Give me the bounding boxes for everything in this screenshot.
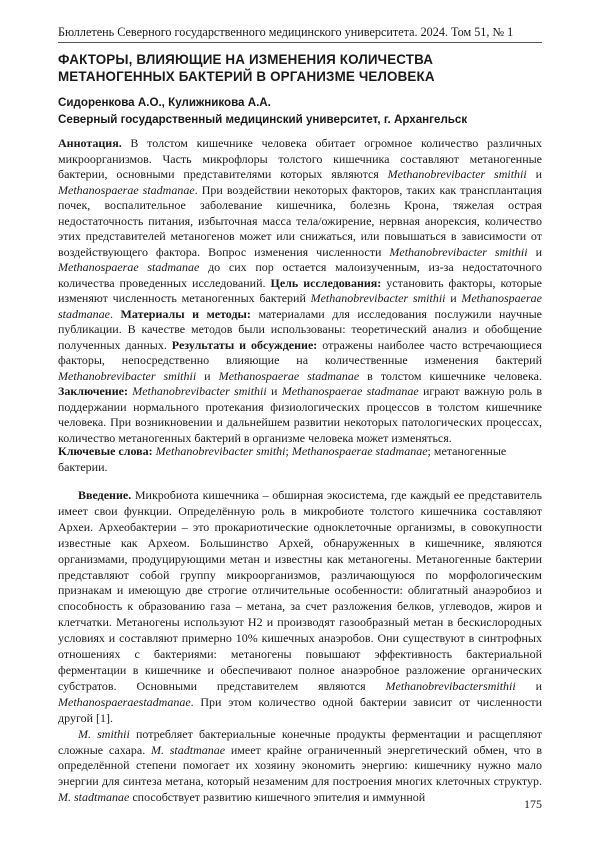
species-name: Methanobrevibacter smithii [310, 291, 446, 305]
abstract [58, 136, 542, 446]
conclusion-label: Заключение: [58, 384, 128, 398]
results-label: Результаты и обсуждение: [171, 337, 318, 352]
abstract-text: до сих пор остается малоизученным, из-за недостаточного количества проведенных исследований. [58, 260, 542, 290]
species-name: M. smithii [78, 726, 130, 741]
species-name: Methanospaerae stadmanae [218, 368, 360, 383]
abstract-text: и [445, 291, 462, 305]
body-text: способствует развитию кишечного эпителия и иммунной [129, 790, 426, 805]
species-name: M. stadtmanae [58, 790, 130, 805]
intro-paragraph [58, 488, 542, 727]
abstract-text: установить факторы, которые изменяют численность метаногенных бактерий [58, 275, 543, 305]
intro-label: Введение. [78, 488, 132, 502]
article-title: ФАКТОРЫ, ВЛИЯЮЩИЕ НА ИЗМЕНЕНИЯ КОЛИЧЕСТВА МЕТАНОГЕННЫХ БАКТЕРИЙ В ОРГАНИЗМЕ ЧЕЛОВЕКА [58, 52, 435, 84]
abstract-text: в толстом кишечнике человека. [359, 368, 542, 383]
abstract-text: В толстом кишечнике человека обитает огромное количество различных микроорганизмов. Часть микрофлоры толстого кишечника составляют метаногенные бактерии, основными представителями которых являются [58, 136, 542, 181]
body-paragraph [58, 727, 542, 807]
header-rule [58, 42, 542, 43]
abstract-text: и [526, 167, 542, 181]
species-name: Methanospaerae stadmanae [281, 384, 419, 398]
running-header: Бюллетень Северного государственного медицинского университета. 2024. Том 51, № 1 [58, 25, 514, 39]
abstract-text: отражены наиболее часто встречающиеся факторы, непосредственно влияющие на количественные изменения бактерий [58, 337, 542, 367]
keywords-label: Ключевые слова: [58, 444, 153, 458]
keyword: ; метаногенные бактерии. [58, 444, 507, 474]
abstract-label: Аннотация. [58, 136, 122, 150]
keyword: Methanospaerae stadmanae [291, 444, 428, 458]
species-name: M. stadtmanae [150, 742, 226, 757]
body-text: потребляет бактериальные конечные продукты ферментации и расщепляют сложные сахара. [58, 726, 542, 757]
species-name: Methanobrevibacter smithii [132, 384, 267, 398]
species-name: Methanobrevibacter smithii [389, 244, 528, 259]
abstract-text: и [196, 368, 219, 383]
species-name: Methanobrevibactersmithii [385, 678, 516, 693]
body-text: имеет крайне ограниченный энергетический обмен, что в определённой степени помогает их хозяину экономить энергию: кишечнику нужно мало энергии для синтеза метана, который незаменим для построения многих клеточных структур. [58, 742, 543, 789]
affiliation: Северный государственный медицинский университет, г. Архангельск [58, 113, 468, 126]
species-name: Methanospaerae stadmanae [58, 260, 200, 274]
abstract-text: и [527, 244, 542, 259]
abstract-text: играют важную роль в поддержании нормального протекания физиологических процессов в толстом кишечнике человека. При возникновении и дальнейшем развитии некоторых патологических процессах, количество метаногенных бактерий в организме человека может изменяться. [58, 384, 543, 445]
aim-label: Цель исследования: [270, 275, 382, 290]
article-body [58, 488, 542, 806]
species-name: Methanospaerae stadmanae [58, 182, 195, 197]
abstract-text: . [110, 306, 121, 321]
keyword-separator: ; [285, 444, 292, 458]
abstract-text: . При воздействии некоторых факторов, таких как трансплантация почек, воспалительное заболевание кишечника, болезнь Крона, тяжелая острая недостаточность питания, избыточная масса тела/ожирение, нервная анорексия, количество этих представителей метаногенов может или снижаться, или повышаться в зависимости от воздействующего фактора. Вопрос изменения численности [58, 182, 542, 259]
body-text: Микробиота кишечника – обширная экосистема, где каждый ее представитель имеет свои функции. Определённую роль в микробиоте толстого кишечника составляют Археи. Археобактерии – это прокариотические одноклеточные организмы, в совокупности известные как Археом. Большинство Архей, обнаруженных в кишечнике, являются организмами, продуцирующими метан и известны как метаногены. Метаногенные бактерии представляют собой группу микроорганизмов, различающуюся по морфологическим признакам и имеющую две строгие отличительные особенности: облигатный анаэробиоз и способность к образованию газа – метана, за счет разложения белков, углеводов, жиров и клетчатки. Метаногены используют H2 и производят газообразный метан в бескислородных условиях и составляют примерно 10% кишечных анаэробов. Они существуют в синтрофных отношениях с бактериями: метаногены повышают эффективность бактериальной ферментации в кишечнике и обеспечивают полное анаэробное разложение органических субстратов. Основными представителем являются [58, 488, 542, 693]
keywords [58, 444, 542, 475]
species-name: Methanospaerae stadmanae [58, 291, 542, 321]
species-name: Methanobrevibacter smithii [58, 368, 197, 383]
body-text: и [515, 678, 543, 693]
methods-label: Материалы и методы: [120, 306, 251, 321]
abstract-text: материалами для исследования послужили научные публикации. В качестве методов были использованы: теоретический анализ и обобщение полученных данных. [58, 306, 543, 352]
body-text: . При этом количество одной бактерии зависит от численности другой [1]. [58, 694, 542, 725]
species-name: Methanospaeraestadmanae [58, 694, 191, 709]
species-name: Methanobrevibacter smithii [387, 167, 527, 181]
page-number: 175 [524, 797, 542, 811]
authors: Сидоренкова А.О., Кулижникова А.А. [58, 96, 271, 109]
abstract-text: и [266, 384, 282, 398]
keyword: Methanobrevibacter smithi [155, 444, 286, 458]
